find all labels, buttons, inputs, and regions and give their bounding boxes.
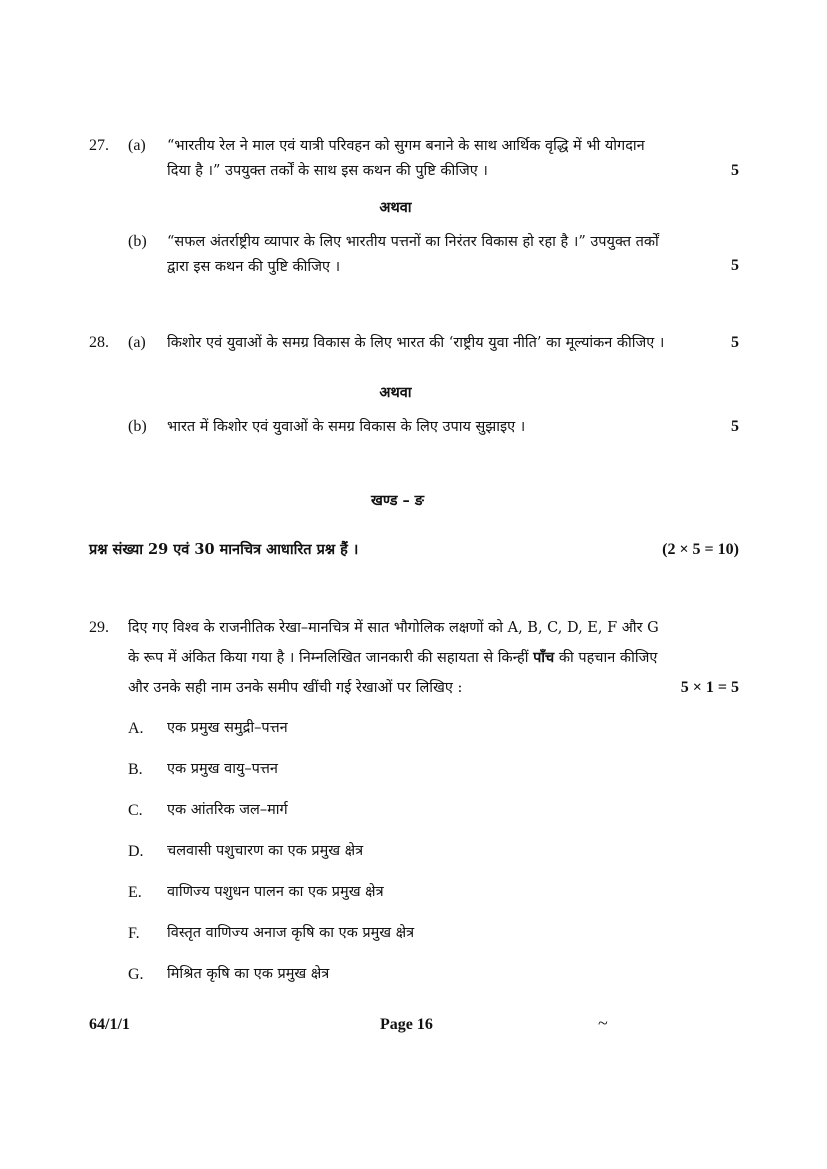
q27-number: 27. [89,137,109,154]
section-instruction: प्रश्न संख्या 29 एवं 30 मानचित्र आधारित प्रश्न हैं । [89,541,359,558]
q29-line2-post: की पहचान कीजिए [558,650,658,666]
q28-b-text: भारत में किशोर एवं युवाओं के समग्र विकास के लिए उपाय सुझाइए । [167,419,526,435]
option-text: चलवासी पशुचारण का एक प्रमुख क्षेत्र [167,843,364,859]
q27-a-line1: “भारतीय रेल ने माल एवं यात्री परिवहन को सुगम बनाने के साथ आर्थिक वृद्धि में भी योगदान [167,138,645,154]
option-letter: G. [128,966,144,983]
q28-a-text: किशोर एवं युवाओं के समग्र विकास के लिए भारत की ‘राष्ट्रीय युवा नीति’ का मूल्यांकन कीजिए । [167,335,665,351]
q28-or: अथवा [379,384,412,401]
q28-a-label: (a) [128,334,146,351]
q27-a-marks: 5 [731,162,739,179]
section-marks: (2 × 5 = 10) [662,541,739,558]
q27-a-line2: दिया है ।” उपयुक्त तर्कों के साथ इस कथन की पुष्टि कीजिए । [167,163,488,179]
option-letter: D. [128,843,144,860]
q28-b-marks: 5 [731,418,739,435]
option-letter: E. [128,884,142,901]
option-letter: A. [128,720,144,737]
option-letter: B. [128,761,143,778]
q29-marks: 5 × 1 = 5 [680,679,739,696]
footer-mark: ~ [598,1013,608,1033]
footer-page: Page 16 [380,1016,433,1033]
option-text: वाणिज्य पशुधन पालन का एक प्रमुख क्षेत्र [167,884,384,900]
q27-or: अथवा [379,199,412,216]
option-text: एक प्रमुख समुद्री–पत्तन [167,720,288,736]
q28-b-label: (b) [128,418,147,435]
q29-line3: और उनके सही नाम उनके समीप खींची गई रेखाओं पर लिखिए : [128,680,463,696]
option-text: मिश्रित कृषि का एक प्रमुख क्षेत्र [167,966,330,982]
q28-number: 28. [89,334,109,351]
option-text: एक प्रमुख वायु–पत्तन [167,761,278,777]
q27-b-label: (b) [128,233,147,250]
option-text: विस्तृत वाणिज्य अनाज कृषि का एक प्रमुख क्षेत्र [167,925,415,941]
q27-b-marks: 5 [731,257,739,274]
q27-a-label: (a) [128,137,146,154]
q27-b-line1: “सफल अंतर्राष्ट्रीय व्यापार के लिए भारतीय पत्तनों का निरंतर विकास हो रहा है ।” उपयुक्त तर्कों [167,234,659,250]
q29-number: 29. [89,619,109,636]
option-text: एक आंतरिक जल–मार्ग [167,802,288,818]
option-letter: F. [128,925,140,942]
q29-line2-bold: पाँच [533,649,555,666]
footer-code: 64/1/1 [89,1016,130,1033]
q27-b-line2: द्वारा इस कथन की पुष्टि कीजिए । [167,259,341,275]
q29-line2-pre: के रूप में अंकित किया गया है । निम्नलिखित जानकारी की सहायता से किन्हीं [128,650,529,666]
q28-a-marks: 5 [731,334,739,351]
q29-line2 [128,646,657,670]
section-title: खण्ड – ङ [370,492,425,509]
option-letter: C. [128,802,143,819]
q29-line1: दिए गए विश्व के राजनीतिक रेखा–मानचित्र में सात भौगोलिक लक्षणों को A, B, C, D, E, F और G [128,620,659,636]
